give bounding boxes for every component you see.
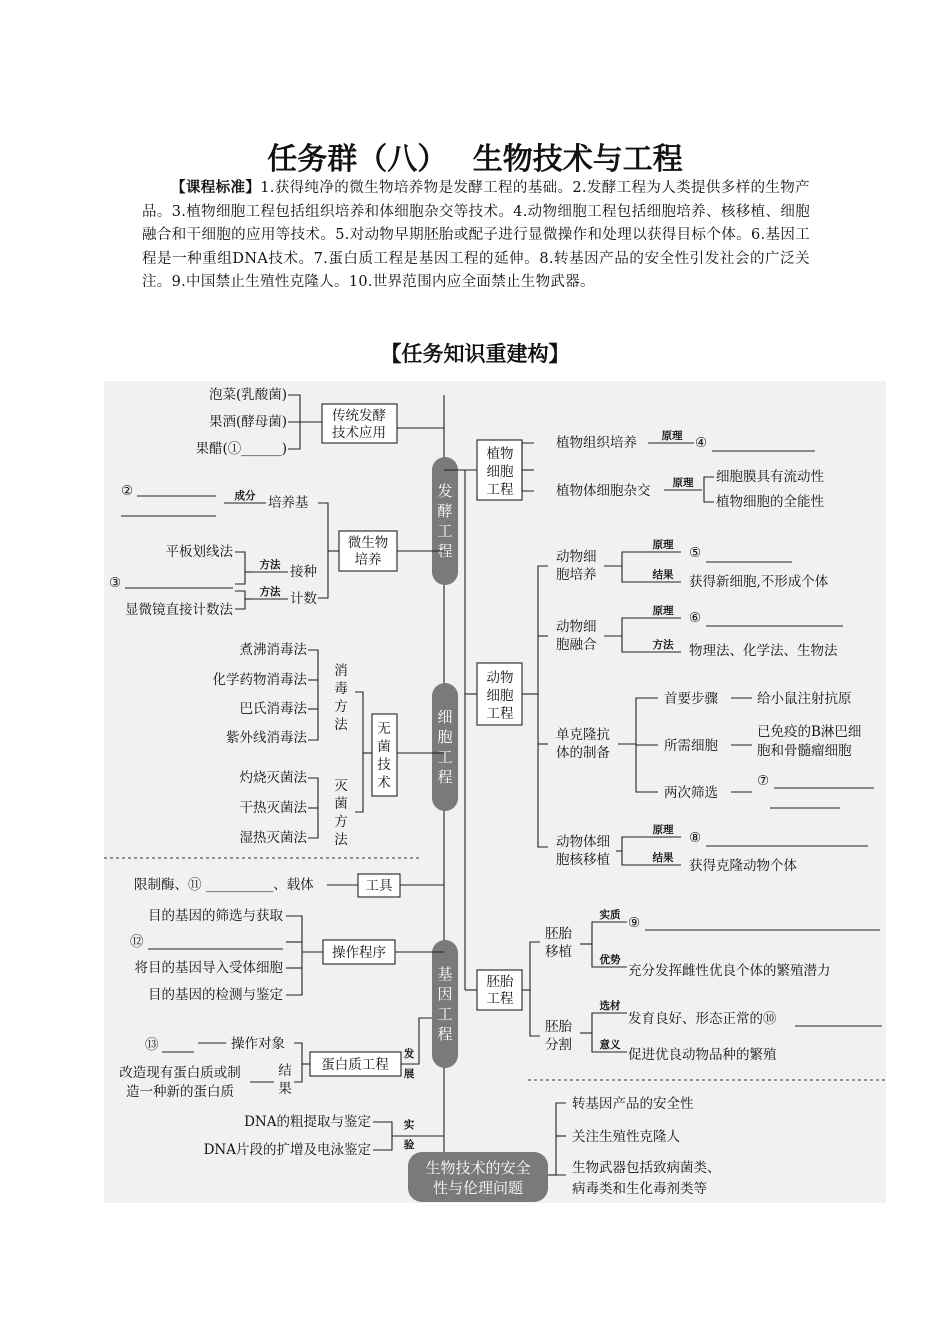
box-sterile-c2: 技	[377, 757, 391, 773]
embryo-select: 发育良好、形态正常的⑩	[628, 1011, 777, 1027]
pill-fermentation	[432, 457, 458, 585]
disinfect-c1: 毒	[334, 681, 348, 697]
mab-cells-val-0: 已免疫的B淋巴细	[757, 724, 862, 740]
animal-fusion-methods: 物理法、化学法、生物法	[689, 643, 838, 659]
mab-step1: 首要步骤	[664, 691, 718, 707]
animal-fusion-l0: 动物细	[556, 619, 597, 635]
box-protein-label: 蛋白质工程	[321, 1057, 389, 1073]
mab-cells: 所需细胞	[664, 738, 718, 754]
plant-hybrid: 植物体细胞杂交	[556, 483, 651, 499]
pill-cell-c0: 细	[437, 708, 453, 726]
box-sterile-c3: 术	[377, 775, 391, 791]
box-animal-l0: 动物	[486, 670, 514, 686]
embryo-transplant-l1: 移植	[545, 944, 572, 960]
concept-map-svg	[104, 381, 886, 1203]
mab-cells-val-1: 胞和骨髓瘤细胞	[757, 743, 852, 759]
trad-item-1: 果酒(酵母菌)	[208, 414, 287, 430]
sterilize-c3: 法	[334, 832, 348, 848]
dev-c1: 展	[403, 1068, 415, 1080]
embryo-essence-label: 实质	[599, 909, 621, 921]
exp-c1: 验	[403, 1139, 415, 1151]
section-heading: 【任务知识重建构】	[380, 342, 570, 366]
disinfect-3: 紫外线消毒法	[226, 730, 307, 746]
mab-step1-val: 给小鼠注射抗原	[757, 691, 852, 707]
micro-component-label: 成分	[234, 490, 256, 502]
course-standard	[142, 176, 810, 295]
sterilize-c1: 菌	[334, 796, 348, 812]
pill-cell	[432, 683, 458, 811]
animal-mab-l1: 体的制备	[556, 745, 610, 761]
pill-cell-c3: 程	[437, 768, 453, 786]
mab-screen: 两次筛选	[664, 785, 718, 801]
pill-fermentation-c1: 酵	[437, 502, 453, 520]
embryo-select-label: 选材	[599, 1000, 621, 1012]
box-plant-l0: 植物	[486, 446, 514, 462]
embryo-meaning: 促进优良动物品种的繁殖	[628, 1047, 777, 1063]
pill-fermentation-c3: 程	[437, 542, 453, 560]
micro-count: 计数	[290, 591, 317, 607]
gene-proc-3: 目的基因的检测与鉴定	[148, 987, 283, 1003]
micro-medium: 培养基	[268, 495, 309, 511]
blank-3: ③	[109, 575, 122, 591]
box-animal-l1: 细胞	[486, 688, 514, 704]
blank-8: ⑧	[689, 830, 702, 846]
box-plant-l2: 工程	[486, 482, 514, 498]
disinfect-0: 煮沸消毒法	[239, 642, 307, 658]
blank-7: ⑦	[757, 773, 770, 789]
protein-object: 操作对象	[231, 1036, 285, 1052]
dev-c0: 发	[403, 1048, 415, 1060]
transfer-principle-label: 原理	[652, 824, 674, 836]
transfer-result-label: 结果	[652, 852, 674, 864]
embryo-split-l1: 分割	[545, 1037, 572, 1053]
pill-gene	[432, 940, 458, 1068]
animal-culture-result: 获得新细胞,不形成个体	[689, 574, 829, 590]
animal-principle-label: 原理	[652, 539, 674, 551]
disinfect-c2: 方	[334, 699, 348, 715]
gene-exp-0: DNA的粗提取与鉴定	[244, 1114, 371, 1130]
blank-5: ⑤	[689, 545, 702, 561]
plant-hybrid-principle-0: 细胞膜具有流动性	[716, 469, 824, 485]
gene-exp-1: DNA片段的扩增及电泳鉴定	[203, 1142, 371, 1158]
micro-method-label-2: 方法	[259, 586, 281, 598]
box-tools-label: 工具	[365, 878, 393, 894]
pill-gene-c3: 程	[437, 1025, 453, 1043]
micro-plate: 平板划线法	[165, 544, 233, 560]
blank-9: ⑨	[628, 915, 641, 931]
fusion-principle-label: 原理	[652, 605, 674, 617]
micro-method-label: 方法	[259, 559, 281, 571]
micro-microscope: 显微镜直接计数法	[125, 602, 233, 618]
blank-4: ④	[695, 435, 708, 451]
box-traditional-l0: 传统发酵	[332, 408, 386, 424]
animal-mab-l0: 单克隆抗	[556, 727, 610, 743]
gene-proc-0: 目的基因的筛选与获取	[148, 908, 283, 924]
animal-culture-l1: 胞培养	[556, 567, 597, 583]
fusion-method-label: 方法	[652, 639, 674, 651]
pill-fermentation-c2: 工	[437, 522, 453, 540]
trad-item-0: 泡菜(乳酸菌)	[208, 387, 287, 403]
ethics-2: 生物武器包括致病菌类、	[572, 1160, 721, 1176]
pill-gene-c1: 因	[437, 985, 453, 1003]
box-traditional-l1: 技术应用	[332, 425, 386, 441]
exp-c0: 实	[403, 1119, 415, 1131]
ethics-3: 病毒类和生化毒剂类等	[572, 1181, 707, 1197]
pill-ethics-l0: 生物技术的安全	[425, 1159, 531, 1177]
standard-text: 1.获得纯净的微生物培养物是发酵工程的基础。2.发酵工程为人类提供多样的生物产品。3.植物细胞工程包括组织培养和体细胞杂交等技术。4.动物细胞工程包括细胞培养、核移植、细胞融合和干细胞的应用等技术。5.对动物早期胚胎或配子进行显微操作和处理以获得目标个体。6.基因工程是一种重组DNA技术。7.蛋白质工程是基因工程的延伸。8.转基因产品的安全性引发社会的广泛关注。9.中国禁止生殖性克隆人。10.世界范围内应全面禁止生物武器。	[142, 180, 810, 291]
embryo-split-l0: 胚胎	[545, 1019, 572, 1035]
box-animal-l2: 工程	[486, 706, 514, 722]
embryo-advantage-label: 优势	[599, 954, 621, 966]
page-title: 任务群（八） 生物技术与工程	[267, 142, 683, 177]
gene-proc-2: 将目的基因导入受体细胞	[134, 960, 283, 976]
concept-map	[104, 381, 886, 1203]
sterilize-1: 干热灭菌法	[239, 800, 307, 816]
box-plant-l1: 细胞	[486, 464, 514, 480]
gene-tools: 限制酶、⑪ __________、载体	[134, 877, 314, 893]
trad-item-2: 果醋(①______)	[195, 441, 287, 457]
ethics-0: 转基因产品的安全性	[572, 1096, 694, 1112]
pill-gene-c0: 基	[437, 965, 453, 983]
protein-result-0: 改造现有蛋白质或制	[119, 1065, 241, 1081]
sterilize-2: 湿热灭菌法	[239, 830, 307, 846]
box-sterile-c1: 菌	[377, 739, 391, 755]
blank-6: ⑥	[689, 610, 702, 626]
pill-cell-c2: 工	[437, 748, 453, 766]
blank-13: ⑬	[145, 1037, 159, 1053]
box-embryo-l0: 胚胎	[486, 974, 514, 990]
embryo-transplant-l0: 胚胎	[545, 926, 572, 942]
sterilize-c0: 灭	[334, 778, 348, 794]
box-sterile-c0: 无	[377, 721, 391, 737]
result-c1: 果	[278, 1081, 292, 1097]
animal-result-label: 结果	[652, 569, 674, 581]
box-micro-l1: 培养	[354, 552, 382, 568]
box-embryo-l1: 工程	[486, 991, 514, 1007]
blank-12: ⑫	[130, 934, 144, 950]
embryo-meaning-label: 意义	[599, 1039, 621, 1051]
box-micro-l0: 微生物	[347, 535, 389, 551]
result-c0: 结	[278, 1063, 292, 1079]
plant-tissue: 植物组织培养	[556, 435, 637, 451]
blank-2: ②	[121, 483, 134, 499]
disinfect-2: 巴氏消毒法	[239, 701, 307, 717]
ethics-1: 关注生殖性克隆人	[572, 1129, 680, 1145]
disinfect-c0: 消	[334, 663, 348, 679]
sterilize-c2: 方	[334, 814, 348, 830]
plant-principle-label-2: 原理	[672, 477, 694, 489]
embryo-advantage: 充分发挥雌性优良个体的繁殖潜力	[628, 963, 831, 979]
standard-label: 【课程标准】	[171, 179, 261, 196]
disinfect-c3: 法	[334, 717, 348, 733]
sterilize-0: 灼烧灭菌法	[239, 770, 307, 786]
micro-inoculation: 接种	[290, 564, 317, 580]
animal-transfer-l0: 动物体细	[556, 834, 610, 850]
plant-principle-label: 原理	[661, 430, 683, 442]
disinfect-1: 化学药物消毒法	[212, 672, 307, 688]
animal-transfer-result: 获得克隆动物个体	[689, 858, 797, 874]
pill-ethics-l1: 性与伦理问题	[432, 1179, 524, 1197]
pill-gene-c2: 工	[437, 1005, 453, 1023]
pill-cell-c1: 胞	[437, 728, 453, 746]
animal-transfer-l1: 胞核移植	[556, 852, 610, 868]
animal-fusion-l1: 胞融合	[556, 637, 597, 653]
protein-result-1: 造一种新的蛋白质	[126, 1084, 234, 1100]
box-procedure-label: 操作程序	[332, 945, 386, 961]
plant-hybrid-principle-1: 植物细胞的全能性	[716, 494, 824, 510]
animal-culture-l0: 动物细	[556, 549, 597, 565]
pill-fermentation-c0: 发	[437, 482, 453, 500]
